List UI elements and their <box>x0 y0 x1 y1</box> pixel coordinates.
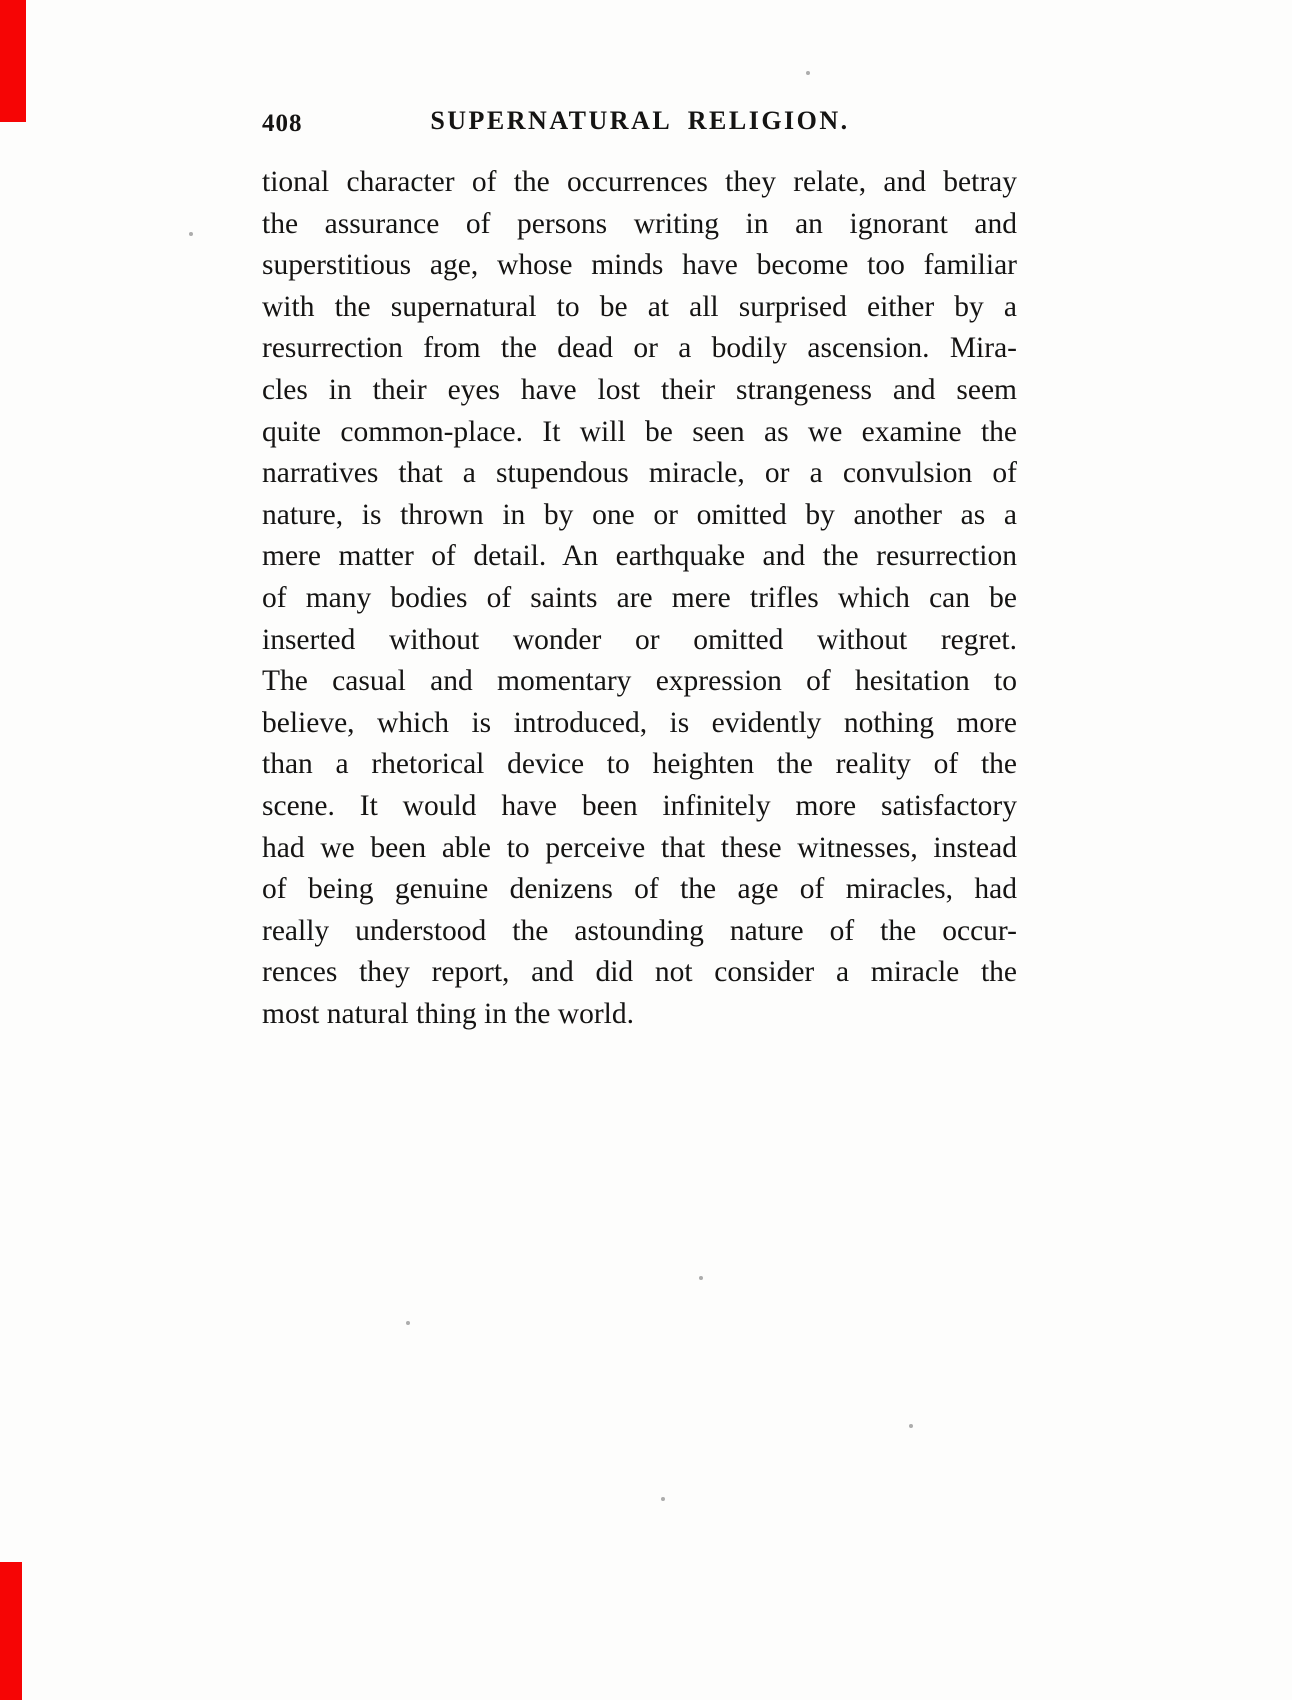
text-line: quite common-place. It will be seen as we examine the <box>262 415 1017 448</box>
dust-speck <box>909 1424 913 1428</box>
dust-speck <box>189 232 193 236</box>
text-line: the assurance of persons writing in an ignorant and <box>262 207 1017 240</box>
body-text <box>262 162 1017 1035</box>
text-line: really understood the astounding nature of the occur- <box>262 914 1017 947</box>
text-line: had we been able to perceive that these witnesses, instead <box>262 831 1017 864</box>
text-line: nature, is thrown in by one or omitted by another as a <box>262 498 1017 531</box>
text-line: with the supernatural to be at all surprised either by a <box>262 290 1017 323</box>
text-line: inserted without wonder or omitted without regret. <box>262 623 1017 656</box>
text-line: superstitious age, whose minds have become too familiar <box>262 249 1017 282</box>
text-line: of being genuine denizens of the age of miracles, had <box>262 873 1017 906</box>
dust-speck <box>406 1321 410 1325</box>
dust-speck <box>699 1276 703 1280</box>
text-line: scene. It would have been infinitely more satisfactory <box>262 789 1017 822</box>
text-line: The casual and momentary expression of hesitation to <box>262 665 1017 698</box>
text-line: of many bodies of saints are mere trifles which can be <box>262 581 1017 614</box>
text-line: resurrection from the dead or a bodily ascension. Mira- <box>262 332 1017 365</box>
running-title: SUPERNATURAL RELIGION. <box>430 106 850 135</box>
text-line: mere matter of detail. An earthquake and the resurrection <box>262 540 1017 573</box>
text-line: rences they report, and did not consider a miracle the <box>262 956 1017 989</box>
dust-speck <box>661 1497 665 1501</box>
dust-speck <box>806 71 810 75</box>
text-line: most natural thing in the world. <box>262 997 634 1030</box>
scan-artifact-bottom-left <box>0 1562 22 1700</box>
text-line: believe, which is introduced, is evidently nothing more <box>262 706 1017 739</box>
text-line: cles in their eyes have lost their strangeness and seem <box>262 373 1017 406</box>
text-line: tional character of the occurrences they relate, and betray <box>262 166 1017 198</box>
page-number: 408 <box>262 110 303 137</box>
text-line: narratives that a stupendous miracle, or a convulsion of <box>262 457 1017 490</box>
text-line: than a rhetorical device to heighten the reality of the <box>262 748 1017 781</box>
page-header <box>262 106 1018 140</box>
scan-artifact-top-left <box>0 0 26 122</box>
